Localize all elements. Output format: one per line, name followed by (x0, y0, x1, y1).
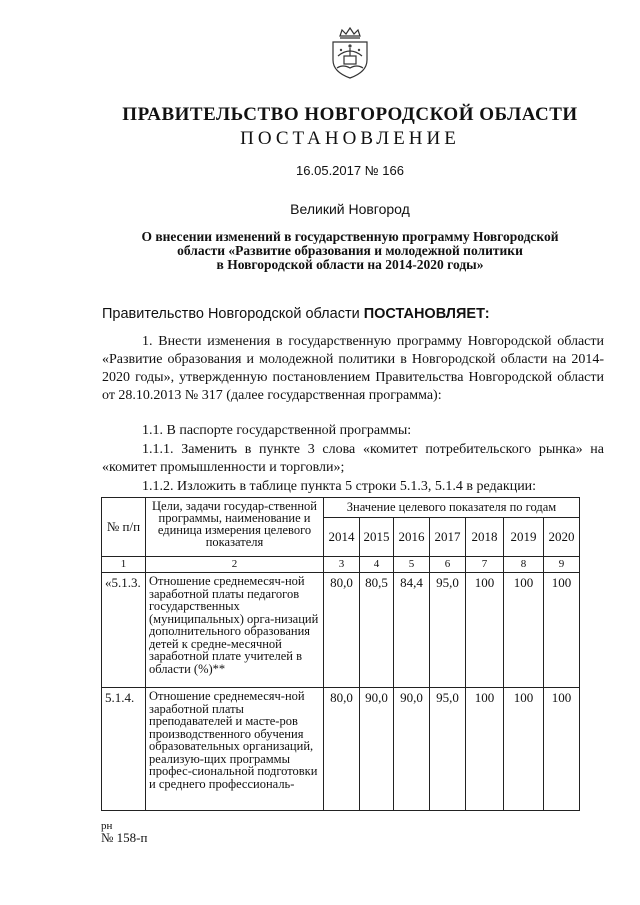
index-cell: 5 (394, 557, 430, 573)
value-cell: 90,0 (394, 688, 430, 811)
header-goal-cell: Цели, задачи государ-ственной программы, наименование и единица измерения целевого показателя (146, 498, 324, 557)
year-cell: 2018 (466, 518, 504, 557)
index-cell: 2 (146, 557, 324, 573)
intro-text: Правительство Новгородской области (102, 306, 360, 322)
footer-mark (101, 820, 147, 844)
footer-doc-number: № 158-п (101, 830, 148, 845)
index-cell: 3 (324, 557, 360, 573)
value-cell: 80,5 (360, 573, 394, 688)
value-cell: 95,0 (430, 688, 466, 811)
coat-of-arms-icon (327, 26, 373, 80)
table-index-row (102, 557, 580, 573)
index-cell: 8 (504, 557, 544, 573)
heading-line: в Новгородской области на 2014-2020 годы» (216, 257, 484, 272)
table-header-row (102, 498, 580, 518)
paragraph-item-1-1: 1.1. В паспорте государственной программы: (142, 423, 412, 438)
year-cell: 2014 (324, 518, 360, 557)
index-cell: 6 (430, 557, 466, 573)
document-heading (110, 230, 590, 272)
table-row (102, 573, 580, 688)
year-cell: 2015 (360, 518, 394, 557)
paragraph-item-1-1-1: 1.1.1. Заменить в пункте 3 слова «комитет потребительского рынка» на «комитет промышленности и торговли»; (102, 442, 604, 475)
value-cell: 84,4 (394, 573, 430, 688)
paragraph-item-1: 1. Внести изменения в государственную программу Новгородской области «Развитие образования и молодежной политики в Новгородской области на 2014-2020 годы», утвержденную постановлением Правительства Новгородской области от 28.10.2013 № 317 (далее государственная программа): (102, 334, 604, 403)
row-name-cell: Отношение среднемесяч-ной заработной платы педагогов государственных (муниципальных) орга-низаций дополнительного образования детей к средне-месячной заработной плате учителей в области (%)** (146, 573, 324, 688)
footer-initials: рн (101, 820, 113, 832)
year-cell: 2017 (430, 518, 466, 557)
header-years-group-cell: Значение целевого показателя по годам (324, 498, 580, 518)
value-cell: 100 (544, 688, 580, 811)
intro-decree-word: ПОСТАНОВЛЯЕТ: (363, 306, 490, 322)
value-cell: 95,0 (430, 573, 466, 688)
intro-paragraph (102, 305, 604, 323)
index-cell: 4 (360, 557, 394, 573)
document-date-number: 16.05.2017 № 166 (296, 163, 404, 178)
row-number-cell: «5.1.3. (102, 573, 146, 688)
heading-line: области «Развитие образования и молодежной политики (177, 243, 523, 258)
value-cell: 100 (466, 573, 504, 688)
document-type: ПОСТАНОВЛЕНИЕ (240, 128, 460, 149)
row-number-cell: 5.1.4. (102, 688, 146, 811)
value-cell: 100 (504, 573, 544, 688)
value-cell: 100 (544, 573, 580, 688)
table-row (102, 688, 580, 811)
index-cell: 1 (102, 557, 146, 573)
index-cell: 9 (544, 557, 580, 573)
year-cell: 2019 (504, 518, 544, 557)
row-name-cell: Отношение среднемесяч-ной заработной платы преподавателей и масте-ров производственного обучения образовательных организаций, реализую-щих программы профес-сиональной подготовки и среднего профессиональ- (146, 688, 324, 811)
value-cell: 80,0 (324, 688, 360, 811)
indicator-table (101, 497, 580, 811)
paragraph-item-1-1-2: 1.1.2. Изложить в таблице пункта 5 строки 5.1.3, 5.1.4 в редакции: (142, 479, 537, 494)
year-cell: 2016 (394, 518, 430, 557)
document-city: Великий Новгород (290, 201, 410, 217)
heading-line: О внесении изменений в государственную программу Новгородской (141, 229, 559, 244)
value-cell: 90,0 (360, 688, 394, 811)
header-number-cell: № п/п (102, 498, 146, 557)
value-cell: 100 (504, 688, 544, 811)
value-cell: 80,0 (324, 573, 360, 688)
government-title: ПРАВИТЕЛЬСТВО НОВГОРОДСКОЙ ОБЛАСТИ (122, 104, 578, 125)
index-cell: 7 (466, 557, 504, 573)
value-cell: 100 (466, 688, 504, 811)
year-cell: 2020 (544, 518, 580, 557)
